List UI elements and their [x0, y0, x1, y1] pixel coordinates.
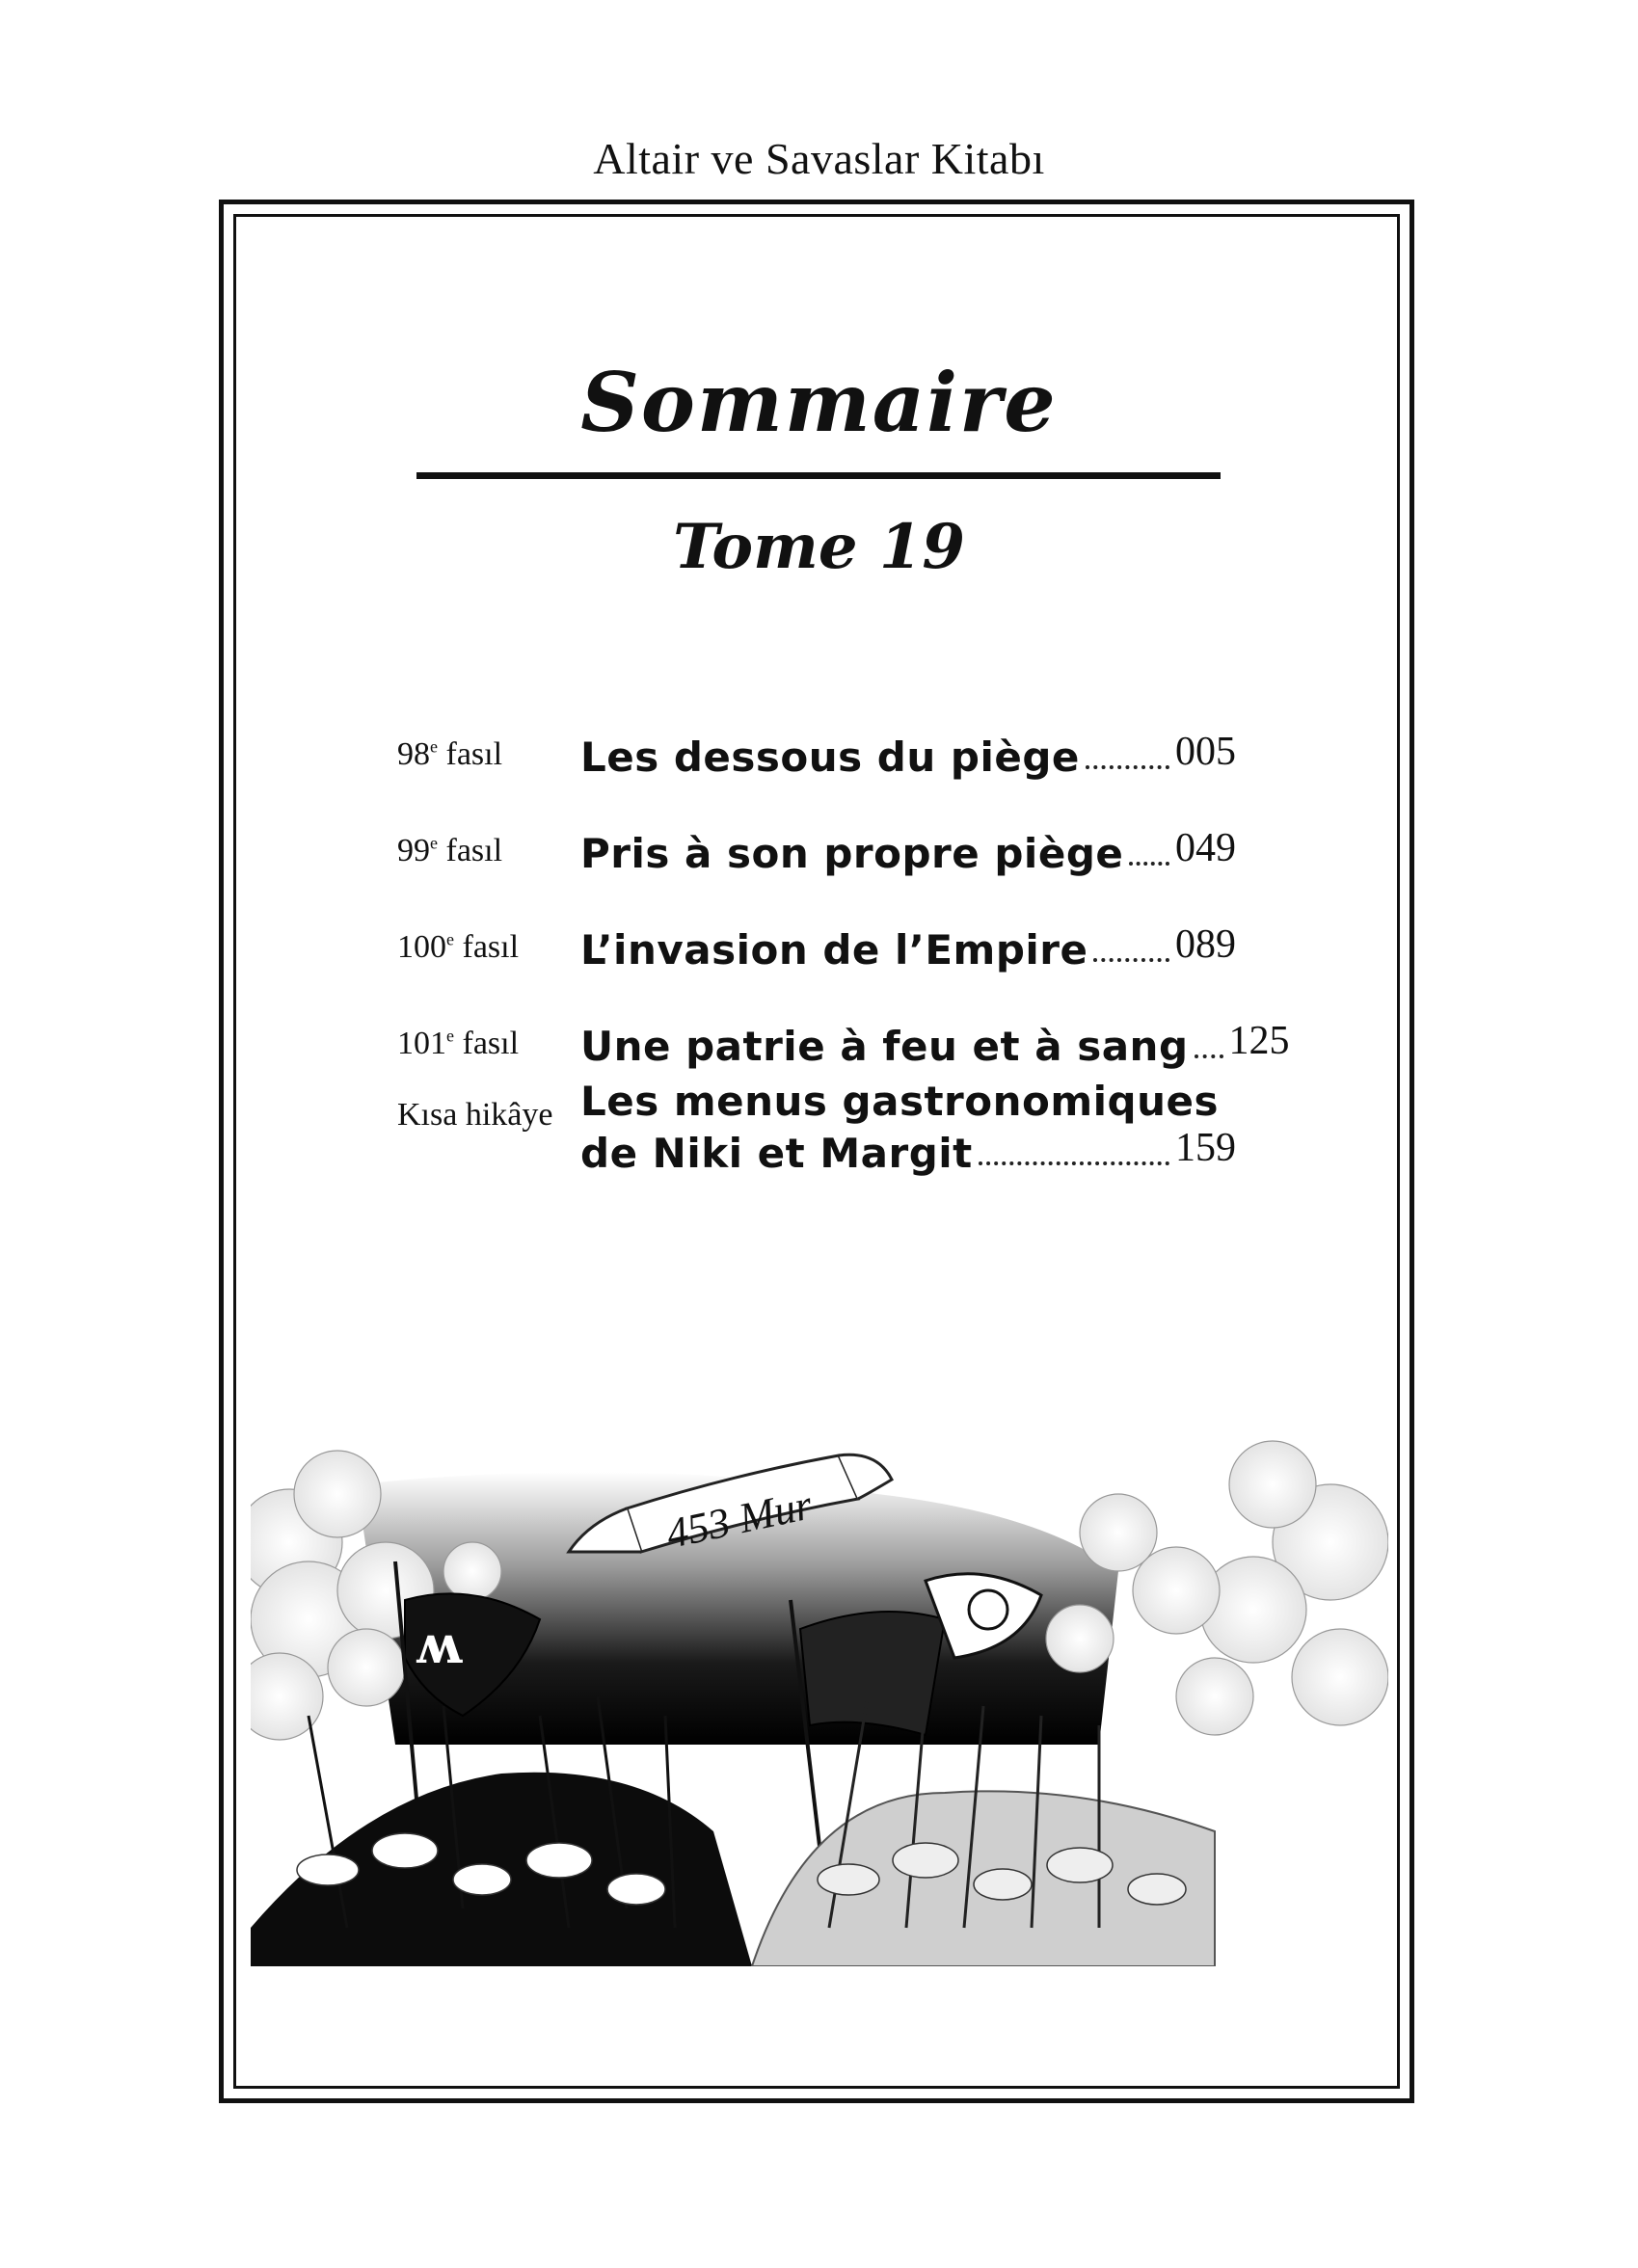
- volume-subheading: Tome 19: [673, 511, 965, 583]
- toc-page-number: 159: [1175, 1126, 1236, 1170]
- contents-heading: Sommaire: [580, 355, 1058, 450]
- toc-chapter-title-line2: de Niki et Margit: [580, 1130, 973, 1177]
- battle-illustration: [251, 1427, 1388, 1966]
- toc-chapter-label: 100e fasıl: [397, 929, 520, 965]
- table-of-contents: [397, 684, 1290, 1205]
- toc-page-number: 005: [1175, 730, 1236, 774]
- toc-page-number: 089: [1175, 922, 1236, 967]
- toc-chapter-title: L’invasion de l’Empire: [580, 926, 1088, 974]
- toc-entry-98[interactable]: [397, 684, 1236, 781]
- toc-chapter-title-line1: Les menus gastronomiques: [580, 1078, 1219, 1125]
- book-title: Altair ve Savaslar Kitabı: [593, 134, 1045, 183]
- toc-entry-short-story[interactable]: [397, 1070, 1236, 1205]
- toc-chapter-title: Une patrie à feu et à sang: [580, 1023, 1189, 1070]
- toc-chapter-label: 98e fasıl: [397, 736, 503, 772]
- toc-chapter-label: Kısa hikâye: [397, 1097, 553, 1133]
- toc-entry-100[interactable]: [397, 877, 1236, 974]
- toc-page-number: 049: [1175, 826, 1236, 870]
- toc-leader-dots: [979, 1161, 1169, 1165]
- toc-leader-dots: [1129, 862, 1169, 866]
- toc-leader-dots: [1093, 958, 1169, 962]
- toc-chapter-title: Pris à son propre piège: [580, 830, 1124, 877]
- toc-page-number: 125: [1228, 1019, 1290, 1063]
- heading-divider: [416, 472, 1221, 479]
- army-right: [752, 1574, 1215, 1966]
- toc-entry-99[interactable]: [397, 781, 1236, 877]
- banner-text: 453 Mur: [661, 1481, 817, 1559]
- toc-chapter-title: Les dessous du piège: [580, 734, 1080, 781]
- toc-chapter-label: 101e fasıl: [397, 1026, 520, 1061]
- toc-leader-dots: [1195, 1054, 1223, 1058]
- toc-chapter-label: 99e fasıl: [397, 833, 503, 868]
- toc-leader-dots: [1086, 765, 1169, 769]
- svg-text:ʍ: ʍ: [415, 1614, 462, 1675]
- toc-entry-101[interactable]: [397, 974, 1290, 1070]
